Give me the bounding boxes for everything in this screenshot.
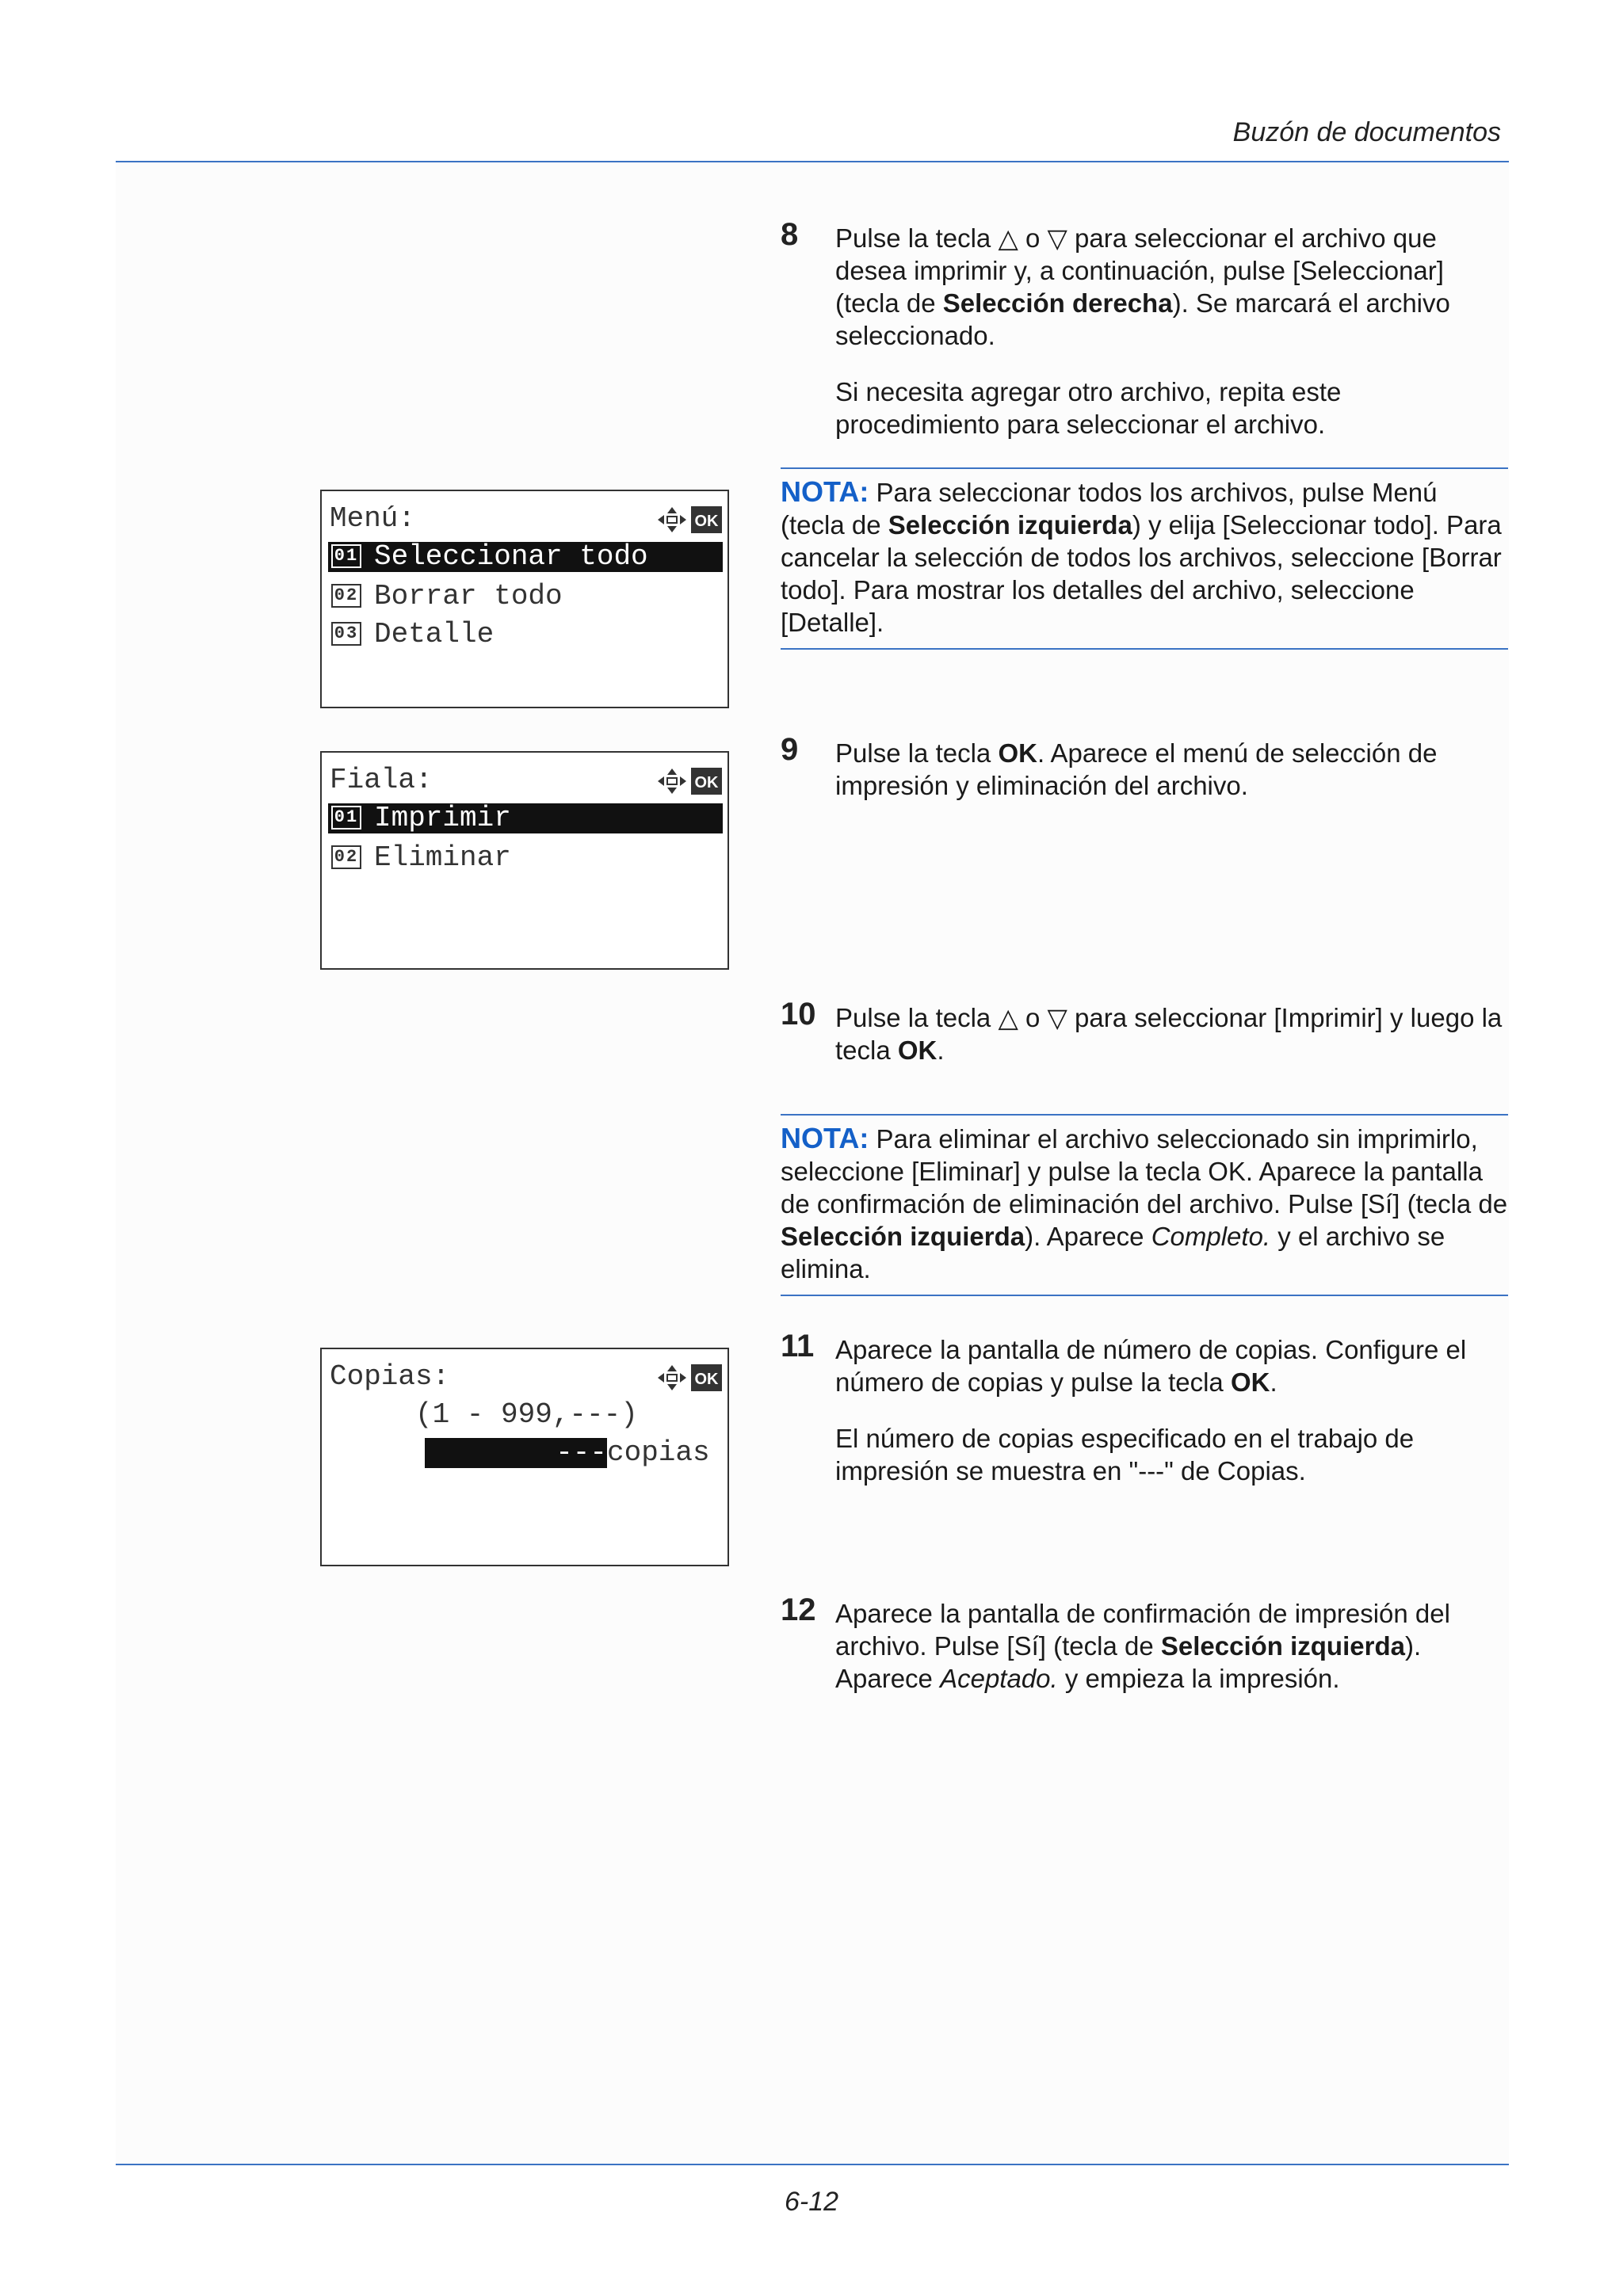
svg-text:OK: OK (694, 513, 719, 530)
step-paragraph: Pulse la tecla OK. Aparece el menú de selección de impresión y eliminación del archivo. (835, 738, 1438, 800)
step-paragraph: Aparece la pantalla de número de copias. Configure el número de copias y pulse la tecla OK. (835, 1335, 1467, 1397)
step-number: 12 (781, 1592, 816, 1627)
header-title: Buzón de documentos (1232, 117, 1501, 147)
step-10 (781, 997, 1506, 1066)
svg-text:OK: OK (694, 774, 719, 791)
menu-item-print[interactable]: 01 Imprimir (328, 803, 723, 833)
step-paragraph: Pulse la tecla △ o ▽ para seleccionar [Imprimir] y luego la tecla OK. (835, 1003, 1503, 1065)
step-paragraph: Aparece la pantalla de confirmación de impresión del archivo. Pulse [Sí] (tecla de Selección izquierda). Aparece Aceptado. y empieza la impresión. (835, 1599, 1450, 1693)
screen-title: Menú: (330, 502, 416, 535)
step-12 (781, 1592, 1506, 1695)
copies-unit: copias (607, 1436, 710, 1469)
copies-value-field[interactable]: --- (425, 1438, 607, 1468)
header-rule (116, 161, 1509, 162)
lcd-screen-menu (320, 490, 729, 708)
note-box: NOTA: Para seleccionar todos los archivos, pulse Menú (tecla de Selección izquierda) y elija [Seleccionar todo]. Para cancelar la selección de todos los archivos, seleccione [Borrar todo]. Para mostrar los detalles del archivo, seleccione [Detalle]. (781, 467, 1508, 650)
navigation-ok-icon (656, 505, 723, 534)
step-paragraph: Si necesita agregar otro archivo, repita este procedimiento para seleccionar el archivo. (835, 377, 1342, 439)
step-paragraph: Pulse la tecla △ o ▽ para seleccionar el archivo que desea imprimir y, a continuación, pulse [Seleccionar] (tecla de Selección derecha). Se marcará el archivo seleccionado. (835, 223, 1450, 350)
step-number: 9 (781, 732, 799, 767)
step-8 (781, 217, 1506, 441)
navigation-ok-icon (656, 767, 723, 795)
menu-item-clear-all[interactable]: 02 Borrar todo (328, 582, 723, 612)
step-number: 8 (781, 217, 799, 252)
navigation-ok-icon (656, 1363, 723, 1392)
step-9 (781, 732, 1506, 802)
page-number: 6-12 (784, 2187, 839, 2217)
svg-text:OK: OK (694, 1371, 719, 1388)
menu-item-detail[interactable]: 03 Detalle (328, 620, 723, 650)
menu-item-select-all[interactable]: 01 Seleccionar todo (328, 542, 723, 572)
note-box: NOTA: Para eliminar el archivo seleccionado sin imprimirlo, seleccione [Eliminar] y pulse la tecla OK. Aparece la pantalla de confirmación de eliminación del archivo. Pulse [Sí] (tecla de Selección izquierda). Aparece Completo. y el archivo se elimina. (781, 1114, 1508, 1296)
note-label: NOTA: (781, 1122, 869, 1154)
step-number: 11 (781, 1329, 815, 1363)
copies-range: (1 - 999,---) (415, 1398, 638, 1431)
step-11 (781, 1329, 1506, 1487)
screen-title: Fiala: (330, 764, 433, 796)
lcd-screen-file (320, 751, 729, 970)
footer-rule (116, 2164, 1509, 2165)
menu-item-delete[interactable]: 02 Eliminar (328, 843, 723, 873)
screen-title: Copias: (330, 1360, 450, 1393)
note-label: NOTA: (781, 475, 869, 508)
step-number: 10 (781, 997, 816, 1032)
lcd-screen-copies (320, 1348, 729, 1566)
step-paragraph: El número de copias especificado en el trabajo de impresión se muestra en "---" de Copias. (835, 1424, 1415, 1486)
